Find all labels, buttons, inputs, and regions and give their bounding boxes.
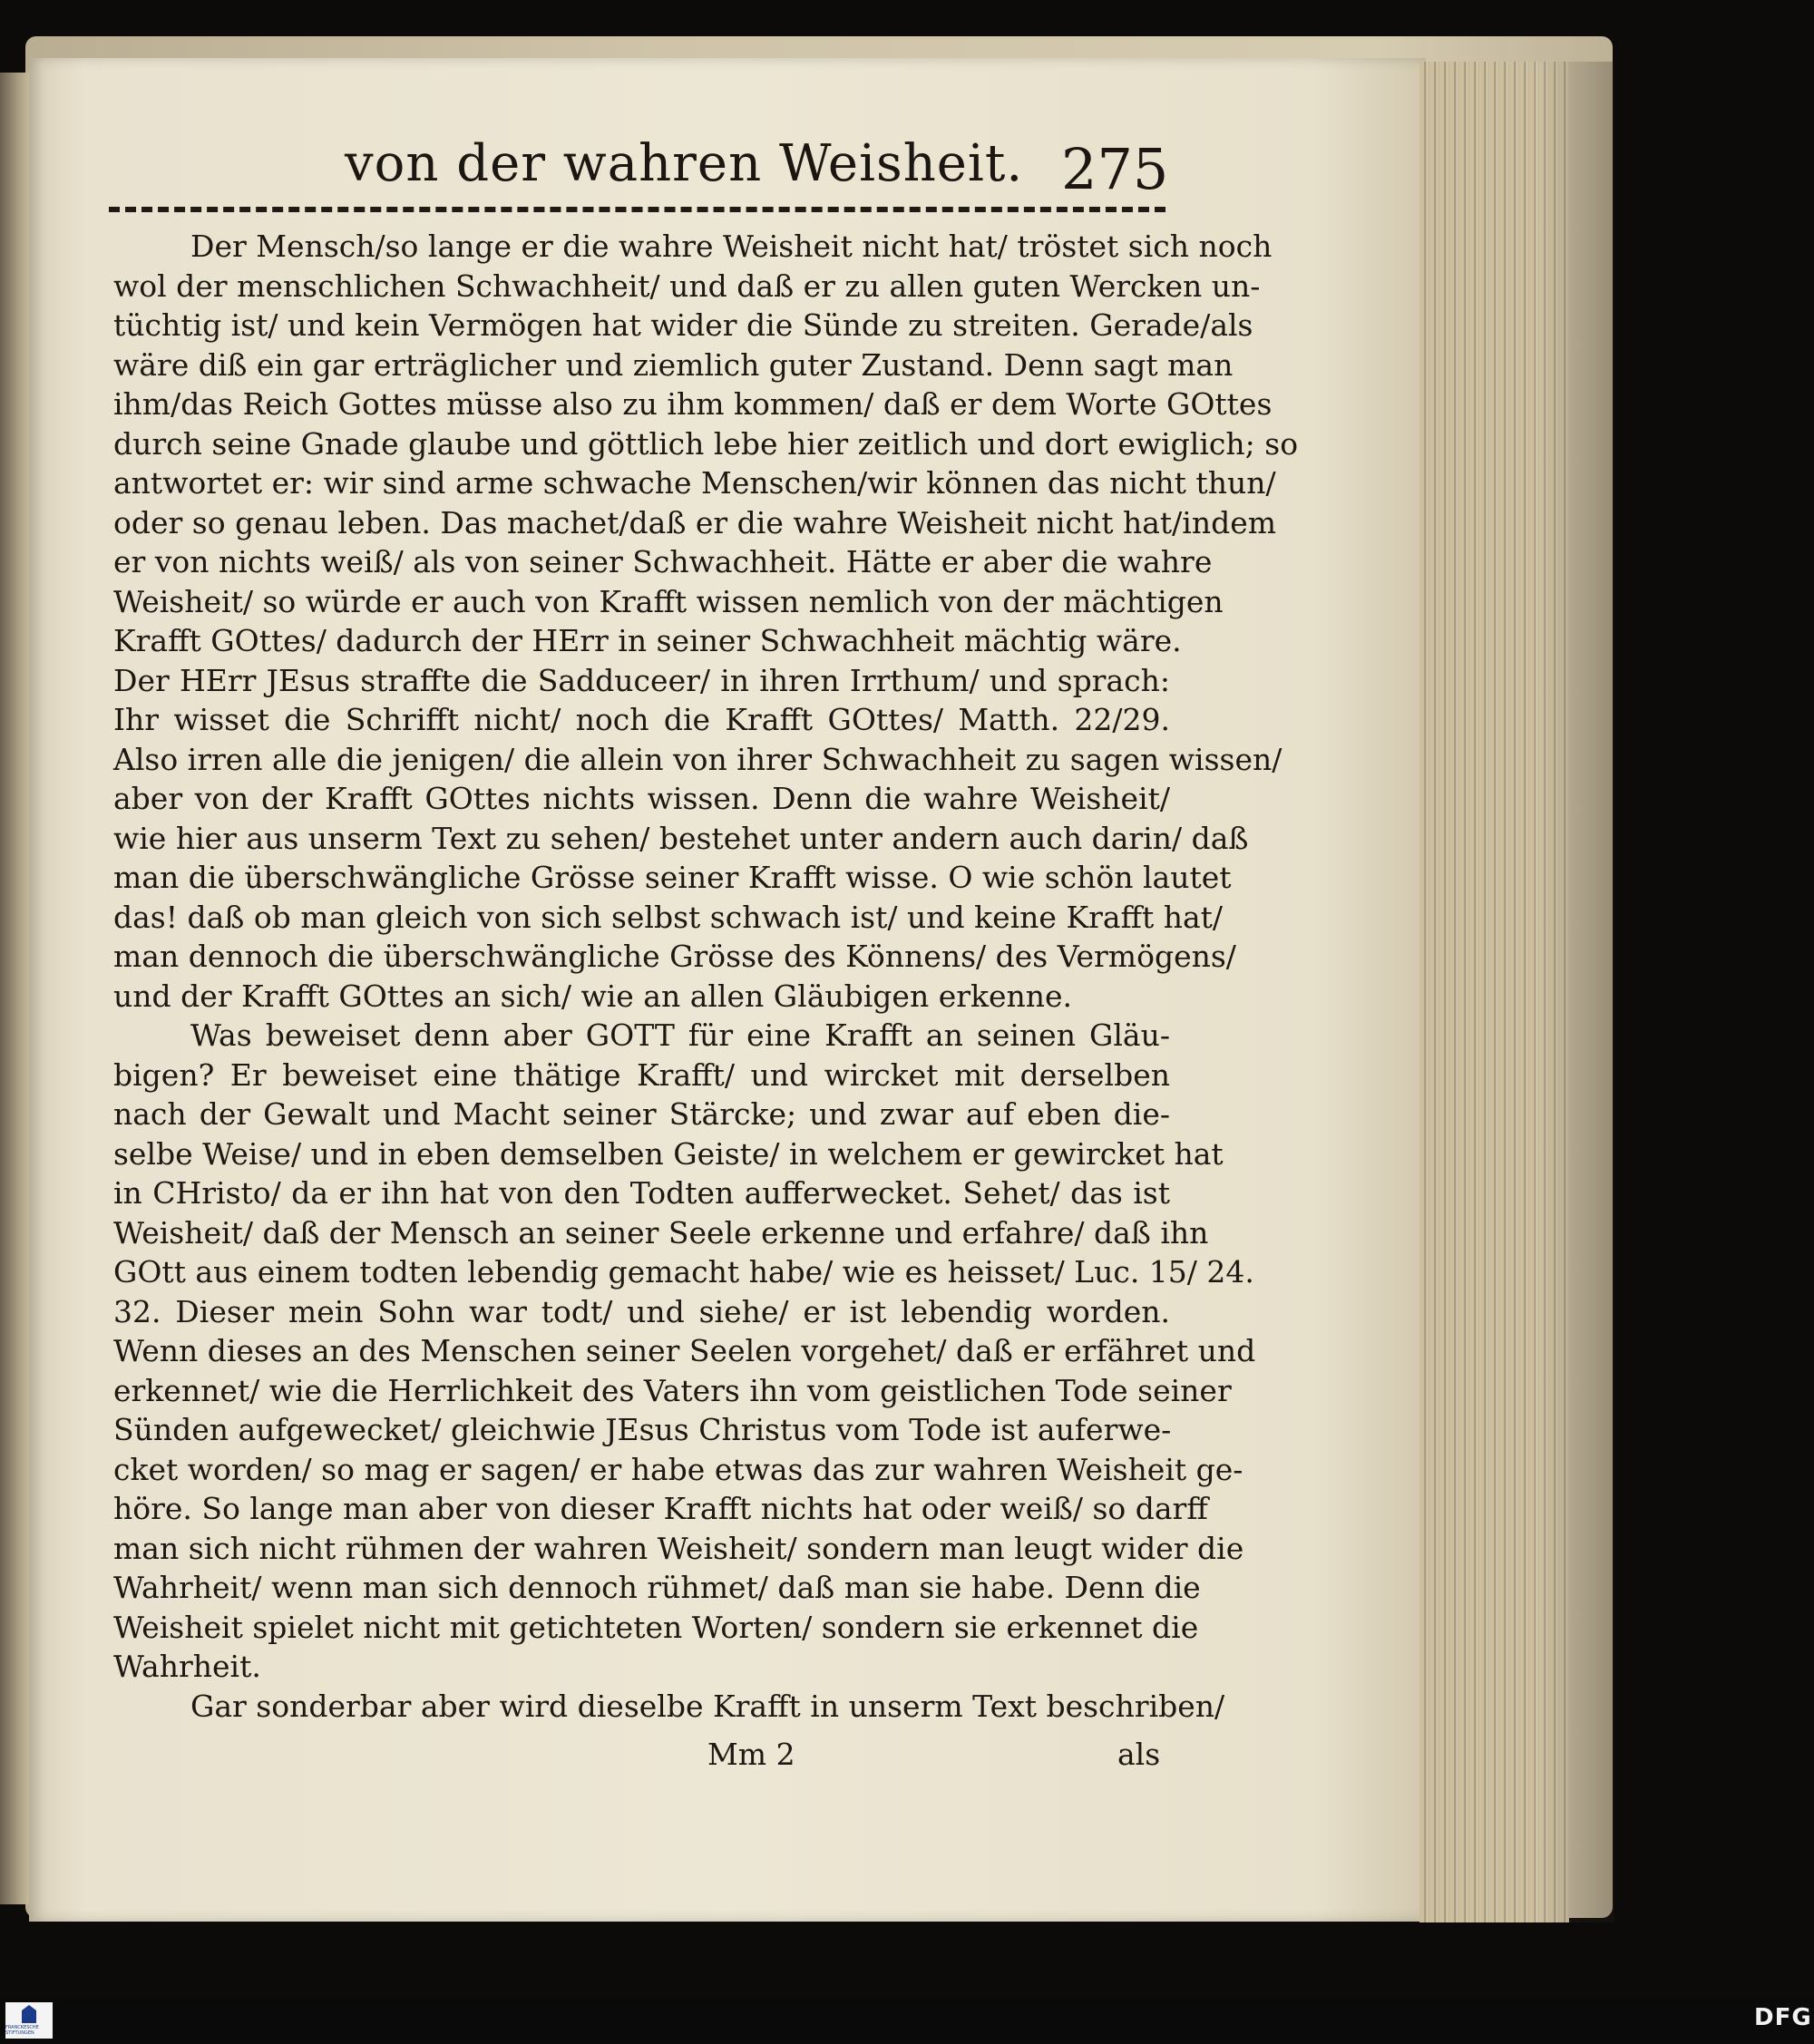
text-line: Was beweiset denn aber GOTT für eine Krafft an seinen Gläu-: [190, 1017, 1170, 1053]
text-line: oder so genau leben. Das machet/daß er die wahre Weisheit nicht hat/indem: [113, 504, 1277, 540]
body-text: [113, 227, 1299, 1726]
text-line: wäre diß ein gar erträglicher und ziemlich guter Zustand. Denn sagt man: [113, 346, 1234, 383]
signature-mark: Mm 2: [707, 1737, 795, 1772]
text-line: 32. Dieser mein Sohn war todt/ und siehe/ er ist lebendig worden.: [113, 1293, 1170, 1329]
text-line: Gar sonderbar aber wird dieselbe Krafft in unserm Text beschriben/: [190, 1688, 1225, 1724]
text-line: Der Mensch/so lange er die wahre Weisheit nicht hat/ tröstet sich noch: [190, 229, 1273, 264]
text-line: Der HErr JEsus straffte die Sadduceer/ in ihren Irrthum/ und sprach:: [113, 662, 1170, 698]
text-line: in CHristo/ da er ihn hat von den Todten aufferwecket. Sehet/ das ist: [113, 1175, 1170, 1211]
text-line: durch seine Gnade glaube und göttlich lebe hier zeitlich und dort ewiglich; so: [113, 425, 1299, 462]
text-line: Wenn dieses an des Menschen seiner Seelen vorgehet/ daß er erfähret und: [113, 1333, 1256, 1368]
text-line: selbe Weise/ und in eben demselben Geiste/ in welchem er gewircket hat: [113, 1135, 1224, 1172]
text-line: ihm/das Reich Gottes müsse also zu ihm kommen/ daß er dem Worte GOttes: [113, 386, 1273, 422]
institution-logo-text: FRANCKESCHE STIFTUNGEN: [5, 2025, 39, 2036]
page-block-shade: [1533, 62, 1614, 1922]
text-line: Wahrheit/ wenn man sich dennoch rühmet/ daß man sie habe. Denn die: [113, 1570, 1201, 1605]
text-line: das! daß ob man gleich von sich selbst schwach ist/ und keine Krafft hat/: [113, 899, 1224, 935]
text-line: cket worden/ so mag er sagen/ er habe etwas das zur wahren Weisheit ge-: [113, 1451, 1243, 1487]
text-line: Wahrheit.: [113, 1649, 261, 1684]
page-number: 275: [1061, 136, 1169, 202]
text-line: man sich nicht rühmen der wahren Weisheit/ sondern man leugt wider die: [113, 1530, 1244, 1566]
text-line: Weisheit spielet nicht mit getichteten Worten/ sondern sie erkennet die: [113, 1609, 1199, 1645]
institution-logo[interactable]: [5, 2002, 53, 2039]
text-line: Weisheit/ so würde er auch von Krafft wissen nemlich von der mächtigen: [113, 583, 1224, 619]
text-line: erkennet/ wie die Herrlichkeit des Vaters ihn vom geistlichen Tode seiner: [113, 1372, 1232, 1408]
text-line: höre. So lange man aber von dieser Krafft nichts hat oder weiß/ so darff: [113, 1491, 1208, 1526]
text-line: nach der Gewalt und Macht seiner Stärcke; und zwar auf eben die-: [113, 1096, 1170, 1132]
text-line: antwortet er: wir sind arme schwache Menschen/wir können das nicht thun/: [113, 465, 1276, 501]
dfg-logo[interactable]: DFG: [1754, 2004, 1812, 2031]
text-line: man dennoch die überschwängliche Grösse des Könnens/ des Vermögens/: [113, 939, 1236, 974]
text-line: und der Krafft GOttes an sich/ wie an allen Gläubigen erkenne.: [113, 978, 1073, 1014]
text-line: tüchtig ist/ und kein Vermögen hat wider die Sünde zu streiten. Gerade/als: [113, 307, 1253, 343]
text-line: wol der menschlichen Schwachheit/ und daß er zu allen guten Wercken un-: [113, 268, 1261, 304]
text-line: wie hier aus unserm Text zu sehen/ bestehet unter andern auch darin/ daß: [113, 820, 1249, 856]
header-rule: [109, 207, 1165, 212]
text-line: Also irren alle die jenigen/ die allein von ihrer Schwachheit zu sagen wissen/: [113, 741, 1282, 777]
text-line: aber von der Krafft GOttes nichts wissen. Denn die wahre Weisheit/: [113, 781, 1170, 816]
text-line: Sünden aufgewecket/ gleichwie JEsus Christus vom Tode ist auferwe-: [113, 1412, 1172, 1447]
running-head: von der wahren Weisheit.: [345, 134, 1024, 193]
text-line: man die überschwängliche Grösse seiner Krafft wisse. O wie schön lautet: [113, 860, 1232, 895]
logo-emblem-icon: [22, 2005, 36, 2023]
text-line: Ihr wisset die Schrifft nicht/ noch die Krafft GOttes/ Matth. 22/29.: [113, 702, 1170, 737]
text-line: Weisheit/ daß der Mensch an seiner Seele erkenne und erfahre/ daß ihn: [113, 1214, 1209, 1251]
text-line: GOtt aus einem todten lebendig gemacht habe/ wie es heisset/ Luc. 15/ 24.: [113, 1254, 1254, 1290]
text-line: er von nichts weiß/ als von seiner Schwachheit. Hätte er aber die wahre: [113, 544, 1213, 579]
text-line: bigen? Er beweiset eine thätige Krafft/ und wircket mit derselben: [113, 1056, 1170, 1093]
catchword: als: [1117, 1737, 1161, 1772]
viewer-footer-bar: [0, 1999, 1814, 2044]
text-line: Krafft GOttes/ dadurch der HErr in seiner Schwachheit mächtig wäre.: [113, 623, 1182, 658]
previous-page-edge: [0, 73, 31, 1904]
